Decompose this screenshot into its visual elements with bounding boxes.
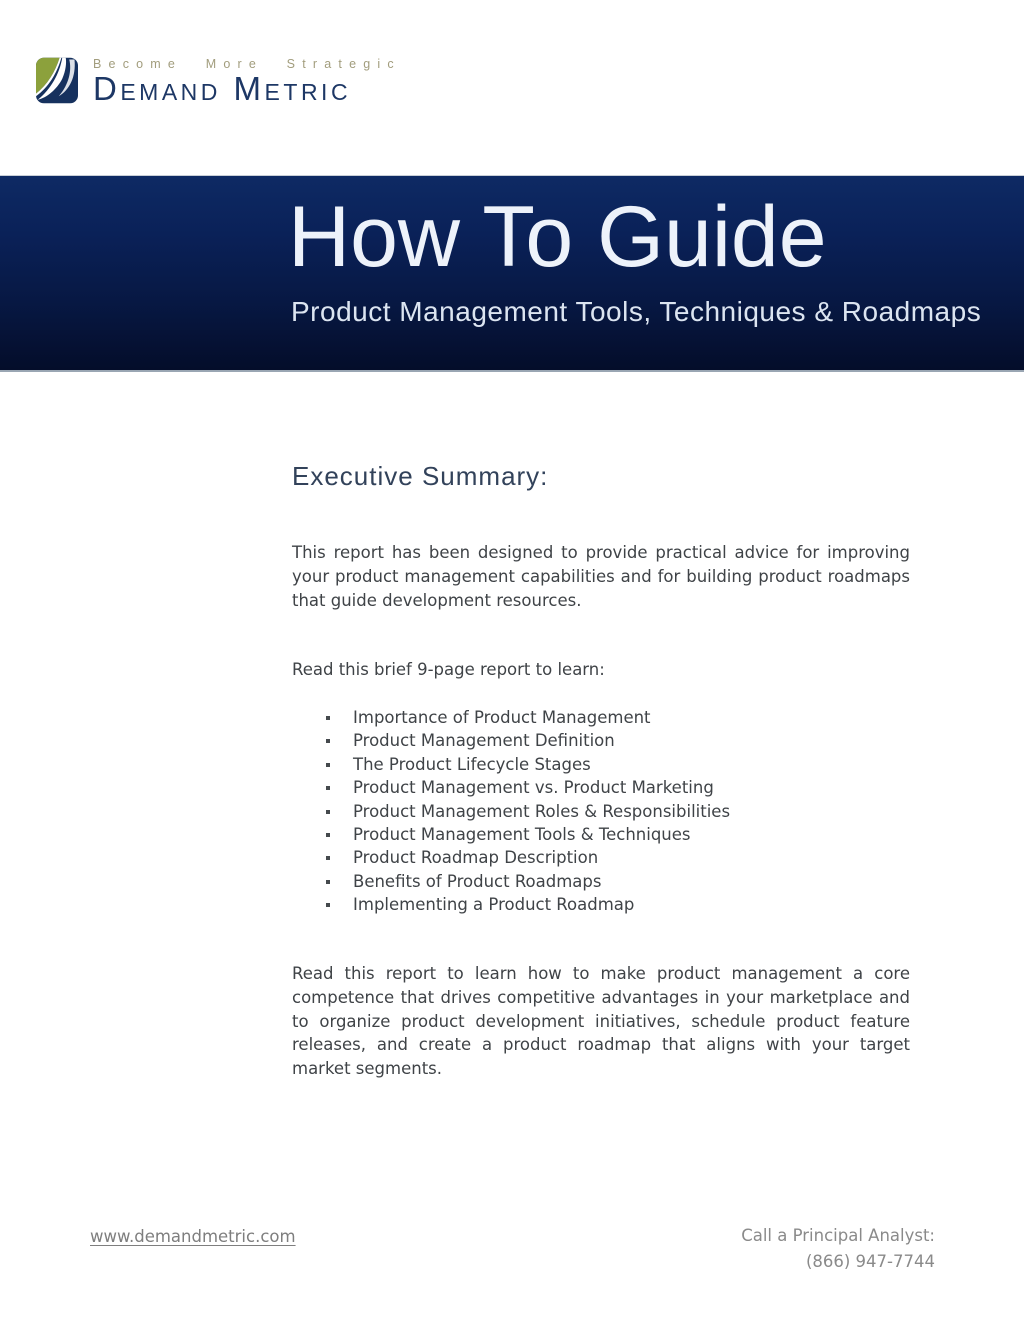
executive-summary-heading: Executive Summary: [292,461,549,491]
logo-tagline: Become More Strategic [93,57,401,71]
list-lead-in: Read this brief 9-page report to learn: [292,660,605,679]
list-item: Product Management Roles & Responsibilities [292,800,910,823]
demand-metric-logo [36,57,401,105]
demand-metric-logo-icon [36,57,78,104]
topic-list [292,706,910,917]
list-item: Benefits of Product Roadmaps [292,870,910,893]
report-subtitle: Product Management Tools, Techniques & Roadmaps [291,296,982,327]
title-banner [0,175,1024,372]
list-item: Product Management vs. Product Marketing [292,776,910,799]
contact-label: Call a Principal Analyst: [741,1226,935,1245]
website-link[interactable]: www.demandmetric.com [90,1227,296,1246]
report-title: How To Guide [288,189,827,285]
logo-text-block [93,57,401,105]
closing-paragraph: Read this report to learn how to make product management a core competence that drives competitive advantages in your marketplace and to organize product development initiatives, schedule product feature releases, and create a product roadmap that aligns with your target market segments. [292,964,910,1079]
list-item: Product Roadmap Description [292,846,910,869]
intro-paragraph: This report has been designed to provide practical advice for improving your product management capabilities and for building product roadmaps that guide development resources. [292,543,910,610]
list-item: Implementing a Product Roadmap [292,893,910,916]
contact-phone: (866) 947-7744 [805,1252,935,1271]
list-item: The Product Lifecycle Stages [292,753,910,776]
contact-block [741,1223,935,1275]
list-item: Product Management Tools & Techniques [292,823,910,846]
logo-wordmark: Demand Metric [93,70,352,107]
list-item: Importance of Product Management [292,706,910,729]
list-item: Product Management Definition [292,729,910,752]
